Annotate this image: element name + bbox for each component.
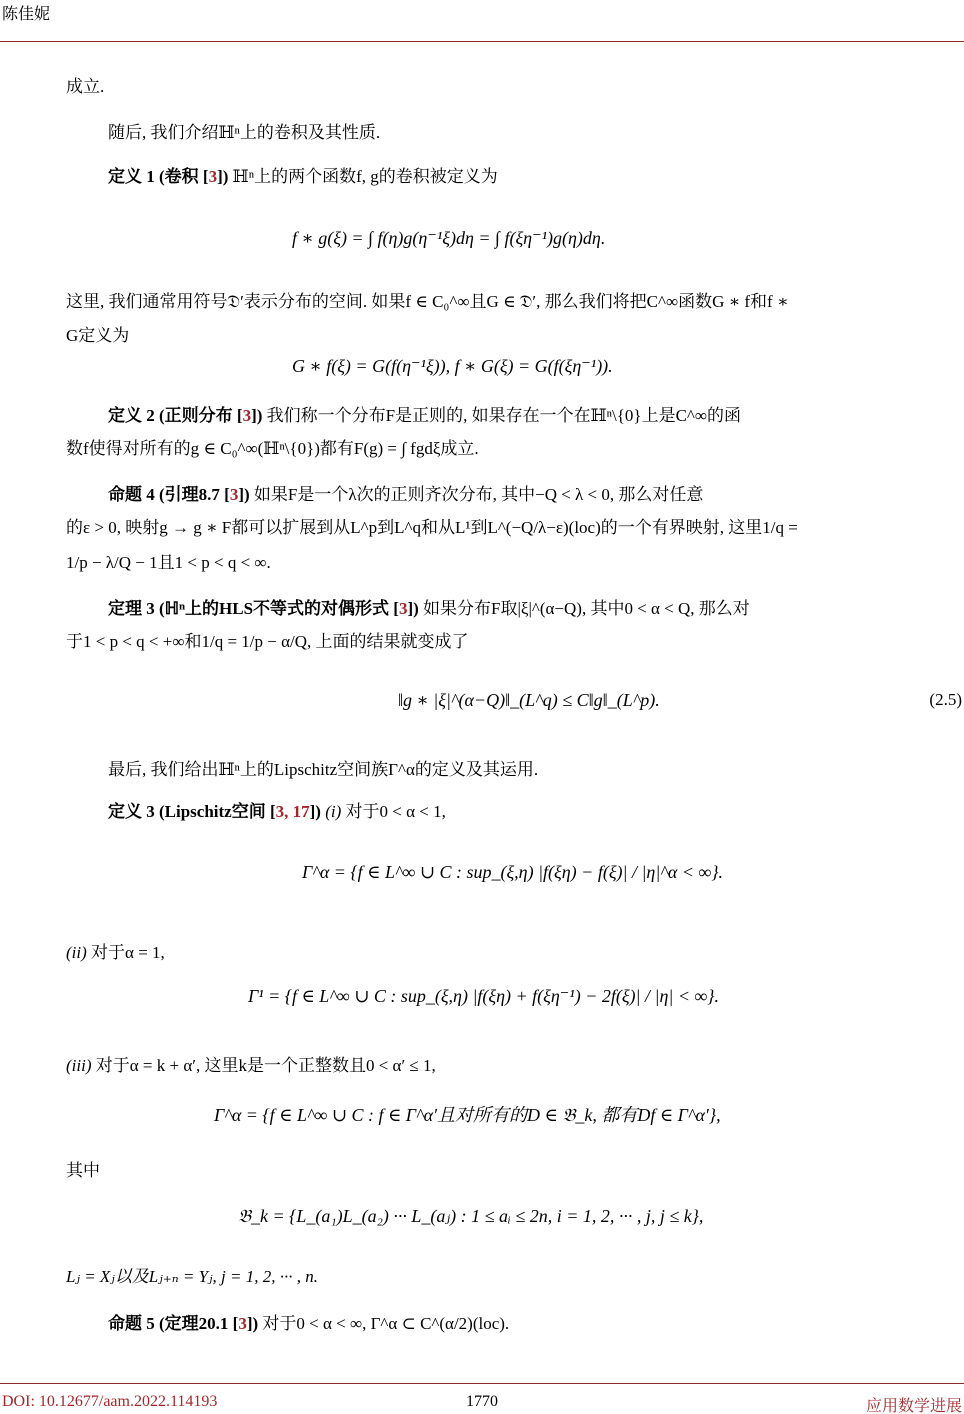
case-marker: (ii) bbox=[66, 943, 87, 962]
body-line bbox=[66, 1055, 436, 1077]
equation-distribution-convolution: G ∗ f(ξ) = G(f(η⁻¹ξ)), f ∗ G(ξ) = G(f(ξη⁻¹)). bbox=[292, 356, 613, 376]
theorem-label: 定理 3 (ℍⁿ上的HLS不等式的对偶形式 [ bbox=[108, 599, 399, 618]
body-line: 的ε > 0, 映射g → g ∗ F都可以扩展到从L^p到L^q和从L¹到L^(−Q/λ−ε)(loc)的一个有界映射, 这里1/q = bbox=[66, 518, 798, 537]
body-line: 其中 bbox=[66, 1161, 100, 1180]
header-author: 陈佳妮 bbox=[2, 4, 51, 23]
case-text: 对于α = k + α′, 这里k是一个正整数且0 < α′ ≤ 1, bbox=[91, 1056, 436, 1075]
proposition-text: 如果F是一个λ次的正则齐次分布, 其中−Q < λ < 0, 那么对任意 bbox=[249, 485, 704, 504]
equation-convolution: f ∗ g(ξ) = ∫ f(η)g(η⁻¹ξ)dη = ∫ f(ξη⁻¹)g(η)dη. bbox=[292, 228, 606, 248]
proposition-4 bbox=[108, 484, 703, 506]
citation-link[interactable]: 3 bbox=[398, 599, 408, 618]
case-marker: (i) bbox=[320, 802, 342, 821]
definition-label-close: ]) bbox=[251, 406, 263, 425]
definition-text: 我们称一个分布F是正则的, 如果存在一个在ℍⁿ\{0}上是C^∞的函 bbox=[262, 406, 742, 425]
definition-label-close: ]) bbox=[309, 802, 321, 821]
body-line: Lⱼ = Xⱼ以及Lⱼ₊ₙ = Yⱼ, j = 1, 2, ··· , n. bbox=[66, 1267, 318, 1286]
footer-page-number: 1770 bbox=[466, 1393, 498, 1410]
body-line: G定义为 bbox=[66, 326, 130, 345]
proposition-label: 命题 4 (引理8.7 [ bbox=[108, 485, 230, 504]
theorem-text: 如果分布F取|ξ|^(α−Q), 其中0 < α < Q, 那么对 bbox=[418, 599, 750, 618]
body-line: 随后, 我们介绍ℍⁿ上的卷积及其性质. bbox=[108, 123, 381, 142]
theorem-3 bbox=[108, 598, 750, 620]
definition-1 bbox=[108, 166, 498, 188]
equation-lipschitz-2: Γ¹ = {f ∈ L^∞ ∪ C : sup_(ξ,η) |f(ξη) + f(ξη⁻¹) − 2f(ξ)| / |η| < ∞}. bbox=[248, 986, 719, 1006]
equation-hls: ‖g ∗ |ξ|^(α−Q)‖_(L^q) ≤ C‖g‖_(L^p). bbox=[398, 690, 660, 710]
footer-rule bbox=[0, 1383, 964, 1384]
citation-link[interactable]: 3 bbox=[229, 485, 239, 504]
case-marker: (iii) bbox=[66, 1056, 92, 1075]
body-line: 于1 < p < q < +∞和1/q = 1/p − α/Q, 上面的结果就变成了 bbox=[66, 632, 469, 651]
citation-link[interactable]: 3 bbox=[238, 1314, 247, 1333]
header-rule bbox=[0, 41, 964, 42]
definition-text: 对于0 < α < 1, bbox=[341, 802, 446, 821]
equation-number: (2.5) bbox=[929, 690, 962, 709]
body-line bbox=[66, 942, 165, 964]
definition-label-close: ]) bbox=[217, 167, 229, 186]
equation-lipschitz-3: Γ^α = {f ∈ L^∞ ∪ C : f ∈ Γ^α′且对所有的D ∈ 𝔅_k, 都有Df ∈ Γ^α′}, bbox=[214, 1105, 721, 1125]
theorem-label-close: ]) bbox=[407, 599, 419, 618]
proposition-text: 对于0 < α < ∞, Γ^α ⊂ C^(α/2)(loc). bbox=[258, 1314, 510, 1333]
proposition-label-close: ]) bbox=[238, 485, 250, 504]
citation-link[interactable]: 3 bbox=[242, 406, 252, 425]
body-line: 最后, 我们给出ℍⁿ上的Lipschitz空间族Γ^α的定义及其运用. bbox=[108, 760, 539, 779]
body-line: 数f使得对所有的g ∈ C₀^∞(ℍⁿ\{0})都有F(g) = ∫ fgdξ成立. bbox=[66, 439, 479, 458]
definition-label: 定义 3 (Lipschitz空间 [ bbox=[108, 802, 276, 821]
proposition-label: 命题 5 (定理20.1 [ bbox=[108, 1314, 239, 1333]
body-line: 这里, 我们通常用符号𝔇′表示分布的空间. 如果f ∈ C₀^∞且G ∈ 𝔇′, 那么我们将把C^∞函数G ∗ f和f ∗ bbox=[66, 292, 789, 311]
definition-text: ℍⁿ上的两个函数f, g的卷积被定义为 bbox=[228, 167, 498, 186]
definition-label: 定义 2 (正则分布 [ bbox=[108, 406, 243, 425]
equation-lipschitz-1: Γ^α = {f ∈ L^∞ ∪ C : sup_(ξ,η) |f(ξη) − f(ξ)| / |η|^α < ∞}. bbox=[302, 862, 724, 882]
definition-3 bbox=[108, 801, 446, 823]
citation-link[interactable]: 3, 17 bbox=[275, 802, 310, 821]
proposition-5 bbox=[108, 1313, 509, 1335]
case-text: 对于α = 1, bbox=[86, 943, 165, 962]
footer-doi-link[interactable]: DOI: 10.12677/aam.2022.114193 bbox=[2, 1393, 218, 1410]
body-line: 成立. bbox=[66, 77, 105, 96]
equation-operator-set: 𝔅_k = {L_(a₁)L_(a₂) ··· L_(aⱼ) : 1 ≤ aᵢ ≤ 2n, i = 1, 2, ··· , j, j ≤ k}, bbox=[238, 1206, 704, 1226]
proposition-label-close: ]) bbox=[246, 1314, 259, 1333]
body-line: 1/p − λ/Q − 1且1 < p < q < ∞. bbox=[66, 553, 271, 572]
definition-2 bbox=[108, 405, 741, 427]
citation-link[interactable]: 3 bbox=[208, 167, 218, 186]
definition-label: 定义 1 (卷积 [ bbox=[108, 167, 209, 186]
footer-journal-name: 应用数学进展 bbox=[865, 1396, 962, 1414]
